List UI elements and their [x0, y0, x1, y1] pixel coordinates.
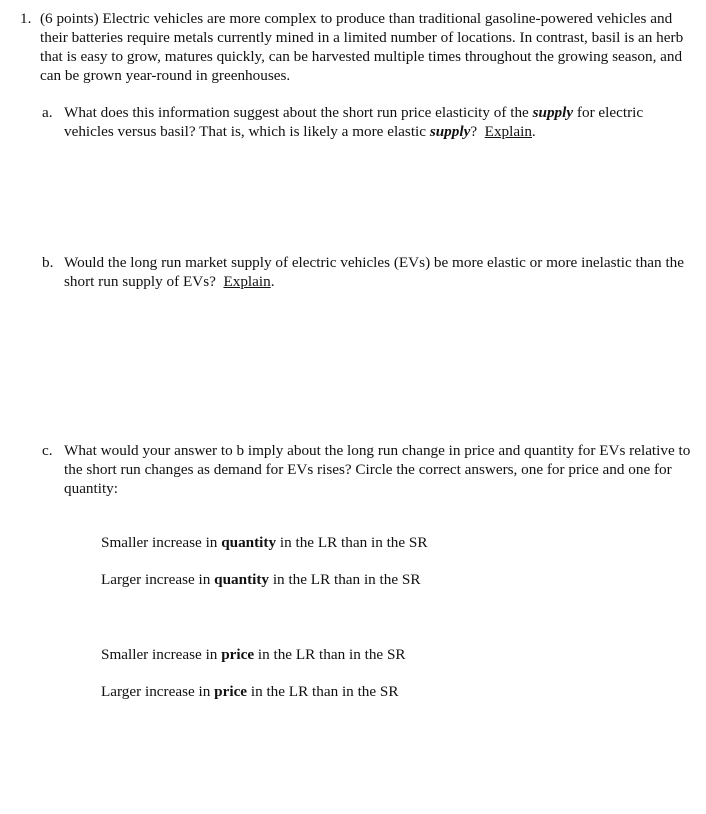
part-b-label: b.	[42, 254, 54, 271]
choice-price-smaller[interactable]	[101, 645, 406, 664]
part-a-emphasis-supply: supply	[532, 104, 574, 121]
choice-text: in the LR than in the SR	[272, 571, 421, 588]
part-a-text-before: What does this information suggest about the short run price elasticity of the	[64, 104, 529, 121]
choice-text: Smaller increase in	[101, 646, 218, 663]
choice-text: in the LR than in the SR	[257, 646, 406, 663]
choice-text: Smaller increase in	[101, 534, 218, 551]
choice-keyword: quantity	[214, 571, 270, 588]
part-b-explain: Explain	[223, 273, 271, 290]
choice-text: Larger increase in	[101, 683, 211, 700]
question-text	[40, 9, 690, 85]
part-c-label: c.	[42, 442, 53, 459]
question-number: 1.	[20, 10, 32, 27]
part-a-label: a.	[42, 104, 53, 121]
choice-text: in the LR than in the SR	[250, 683, 399, 700]
part-a-emphasis-supply-2: supply	[429, 123, 471, 140]
choice-text: Larger increase in	[101, 571, 211, 588]
choice-text: in the LR than in the SR	[279, 534, 428, 551]
question-points: (6 points)	[40, 10, 99, 27]
part-a-text-middle: for electric vehicles versus basil? That is, which is likely a more elastic	[64, 104, 644, 140]
part-a-text-after: ?	[470, 123, 478, 140]
choice-quantity-larger[interactable]	[101, 570, 420, 589]
part-b-body: Would the long run market supply of electric vehicles (EVs) be more elastic or more inelastic than the short run supply of EVs?	[64, 254, 684, 290]
part-a-explain: Explain	[484, 123, 532, 140]
question-body: Electric vehicles are more complex to produce than traditional gasoline-powered vehicles and their batteries require metals currently mined in a limited number of locations. In contrast, basil is an herb that is easy to grow, matures quickly, can be harvested multiple times throughout the growing season, and can be grown year-round in greenhouses.	[40, 10, 684, 84]
choice-keyword: price	[214, 683, 248, 700]
choice-keyword: price	[221, 646, 255, 663]
choice-price-larger[interactable]	[101, 682, 399, 701]
part-a-text: What does this information suggest about the short run price elasticity of the supply for electric vehicles versus basil? That is, which is likely a more elastic supply? Explain.	[64, 104, 644, 140]
choice-keyword: quantity	[221, 534, 277, 551]
choice-quantity-smaller[interactable]	[101, 533, 428, 552]
part-b-text: Would the long run market supply of electric vehicles (EVs) be more elastic or more inelastic than the short run supply of EVs? Explain.	[64, 254, 684, 290]
part-c-text: What would your answer to b imply about the long run change in price and quantity for EVs relative to the short run changes as demand for EVs rises? Circle the correct answers, one for price and one for quantity:	[64, 442, 691, 497]
